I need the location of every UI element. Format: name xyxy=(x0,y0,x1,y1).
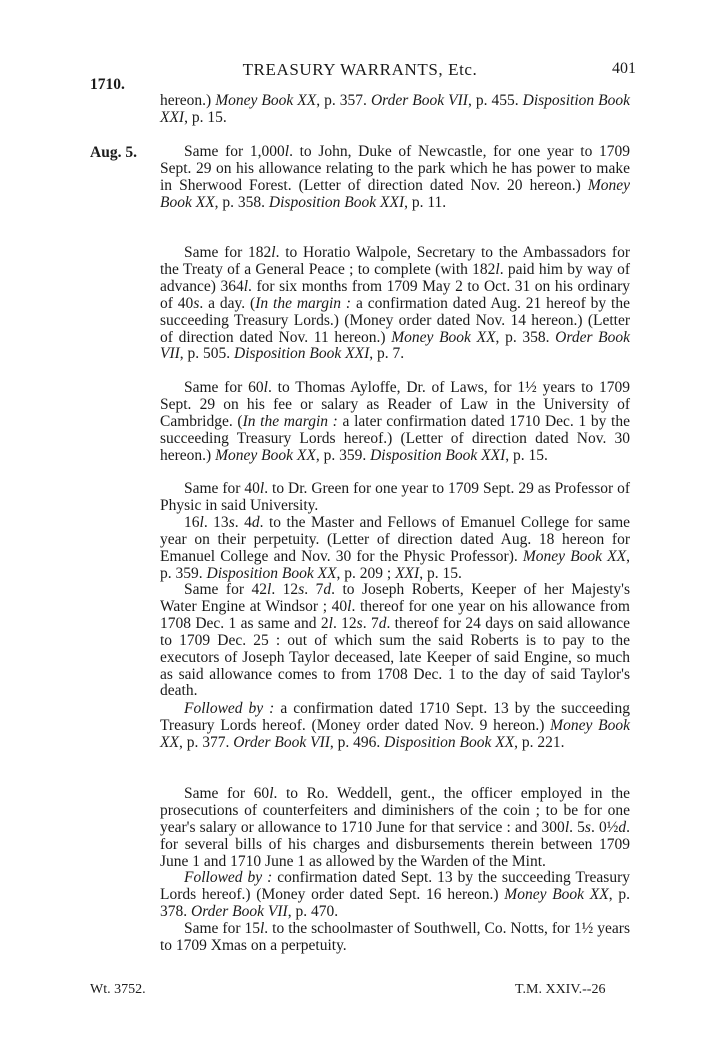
text-run: , p. 377. xyxy=(178,733,234,751)
italic-run: l xyxy=(271,244,276,261)
text-run: , p. 505. xyxy=(179,345,235,363)
entry-joseph-roberts-followed-by xyxy=(160,701,630,752)
text-run: , p. 15. xyxy=(505,446,548,464)
italic-run: d xyxy=(251,514,260,531)
italic-run: l xyxy=(269,785,274,802)
text-run: . to Dr. Green for one year to 1709 Sept. 29 as Professor of Physic in said University. xyxy=(160,480,631,514)
italic-run: s xyxy=(298,581,305,598)
italic-run: Money Book XX xyxy=(504,885,609,903)
text-run: . 7 xyxy=(304,581,324,598)
italic-run: Disposition Book XXI xyxy=(268,193,405,211)
italic-run: In the margin : xyxy=(242,412,338,430)
text-run: . 5 xyxy=(569,818,585,836)
text-run: Same for 182 xyxy=(184,244,272,261)
text-run: . to the Master and Fellows of Emanuel College for same year on their perpetuity. (Letter of direction dated Aug. 18 hereon for Emanuel College and Nov. 30 for the Physic Professor). xyxy=(160,514,631,565)
italic-run: s xyxy=(356,614,363,632)
italic-run: Disposition Book XXI xyxy=(234,345,370,363)
text-run: . to Joseph Roberts, Keeper of her Majesty's Water Engine at Windsor ; 40 xyxy=(160,581,630,615)
italic-run: l xyxy=(328,614,333,632)
text-run: confirmation dated Sept. 13 by the succeeding Treasury Lords hereof.) (Money order dated Sept. 16 hereon.) xyxy=(160,869,630,903)
italic-run: l xyxy=(259,480,265,497)
entry-duke-of-newcastle xyxy=(160,144,630,212)
text-run: . to Ro. Weddell, gent., the officer employed in the prosecutions of counterfeiters and diminishers of the coin ; to be for one year's salary or allowance to 1710 June for that service : and 300 xyxy=(160,785,630,836)
italic-run: Money Book XX xyxy=(160,176,630,211)
text-run: Same for 42 xyxy=(184,581,267,598)
entry-dr-green xyxy=(160,481,630,515)
italic-run: Order Book VII xyxy=(191,902,288,920)
footer-signature: T.M. XXIV.--26 xyxy=(515,982,606,997)
text-run: Same for 1,000 xyxy=(184,143,285,160)
entry-horatio-walpole xyxy=(160,245,630,363)
text-run: . for several bills of his charges and disbursements therein between 1709 June 1 and 1710 June 1 as allowed by the Warden of the Mint. xyxy=(160,818,631,870)
text-run: 16 xyxy=(184,514,200,531)
italic-run: Money Book XX xyxy=(522,547,627,565)
italic-run: Money Book XX xyxy=(160,716,630,751)
text-run: , p. 209 ; xyxy=(336,564,396,582)
text-run: Same for 60 xyxy=(184,379,264,396)
text-run: Same for 60 xyxy=(184,785,270,802)
italic-run: l xyxy=(199,514,204,531)
entry-ro-weddell xyxy=(160,786,630,871)
text-run: . 4 xyxy=(234,514,252,531)
italic-run: Disposition Book XX xyxy=(206,564,337,582)
italic-run: Order Book VII xyxy=(233,733,330,751)
italic-run: d xyxy=(378,614,387,632)
text-run: , p. 7. xyxy=(369,345,405,363)
text-run: , p. 358. xyxy=(214,193,269,211)
text-run: . to Horatio Walpole, Secretary to the Ambassadors for the Treaty of a General Peace ; to complete (with 182 xyxy=(160,244,630,278)
text-run: . paid him by way of advance) 364 xyxy=(160,260,630,295)
text-run: , p. 359. xyxy=(160,547,630,582)
header-year: 1710. xyxy=(90,76,125,93)
text-run: , p. 496. xyxy=(329,733,385,751)
italic-run: s xyxy=(228,514,235,531)
text-run: . 7 xyxy=(362,614,379,632)
italic-run: s xyxy=(584,818,591,836)
text-run: , p. 15. xyxy=(184,108,227,126)
italic-run: Disposition Book XXI xyxy=(370,446,506,464)
text-run: , p. 470. xyxy=(287,902,339,920)
text-run: , p. 221. xyxy=(514,733,565,751)
text-run: . 0½ xyxy=(590,818,619,836)
text-run: . a day. ( xyxy=(199,294,256,312)
italic-run: Disposition Book XXI xyxy=(160,92,630,126)
italic-run: d xyxy=(618,818,627,836)
italic-run: d xyxy=(323,581,332,598)
italic-run: Followed by : xyxy=(184,700,275,717)
italic-run: l xyxy=(564,818,570,836)
italic-run: l xyxy=(263,379,268,396)
text-run: . 12 xyxy=(271,581,299,598)
text-run: . to the schoolmaster of Southwell, Co. Notts, for 1½ years to 1709 Xmas on a perpetuity. xyxy=(160,920,630,954)
italic-run: Money Book XX xyxy=(215,92,317,109)
text-run: , p. 11. xyxy=(404,193,447,211)
text-run: , p. 455. xyxy=(467,92,523,109)
italic-run: Order Book VII xyxy=(370,92,468,109)
italic-run: l xyxy=(243,277,249,295)
entry-thomas-ayloffe xyxy=(160,380,630,465)
text-run: . 12 xyxy=(332,614,357,632)
italic-run: Followed by : xyxy=(184,869,273,886)
text-run: , p. 15. xyxy=(419,564,462,582)
footer-print-mark: Wt. 3752. xyxy=(90,982,146,997)
text-run: , p. 359. xyxy=(315,446,371,464)
italic-run: s xyxy=(193,294,200,312)
text-run: a confirmation dated 1710 Sept. 13 by the succeeding Treasury Lords hereof. (Money order dated Nov. 9 hereon.) xyxy=(160,700,630,734)
italic-run: l xyxy=(259,920,265,937)
margin-date-aug-5: Aug. 5. xyxy=(90,144,137,161)
text-run: , p. 357. xyxy=(316,92,371,109)
text-run: hereon.) xyxy=(160,92,216,109)
italic-run: Order Book VII xyxy=(160,328,630,363)
text-run: a confirmation dated Aug. 21 hereof by the succeeding Treasury Lords.) (Money order dated Nov. 14 hereon.) (Letter of direction dated Nov. 11 hereon.) xyxy=(160,294,630,346)
text-run: , p. 358. xyxy=(495,328,556,346)
text-run: . to John, Duke of Newcastle, for one year to 1709 Sept. 29 on his allowance relating to the park which he has power to make in Sherwood Forest. (Letter of direction dated Nov. 20 hereon.) xyxy=(160,143,630,194)
text-run: Same for 15 xyxy=(184,920,260,937)
text-run: . thereof for one year on his allowance from 1708 Dec. 1 as same and 2 xyxy=(160,597,630,632)
italic-run: In the margin : xyxy=(255,294,352,312)
text-run: a later confirmation dated 1710 Dec. 1 by the succeeding Treasury Lords hereof.) (Letter of direction dated Nov. 30 hereon.) xyxy=(160,412,630,464)
italic-run: l xyxy=(284,143,290,160)
page-number: 401 xyxy=(612,60,636,77)
italic-run: l xyxy=(267,581,272,598)
entry-ro-weddell-followed-by xyxy=(160,870,630,921)
entry-emanuel-college xyxy=(160,515,630,583)
italic-run: l xyxy=(495,260,500,278)
entry-southwell-schoolmaster xyxy=(160,921,630,955)
text-run: . for six months from 1709 May 2 to Oct. 31 on his ordinary of 40 xyxy=(160,277,630,312)
entry-joseph-roberts xyxy=(160,582,630,700)
text-run: . to Thomas Ayloffe, Dr. of Laws, for 1½ years to 1709 Sept. 29 on his fee or salary as Reader of Law in the University of Cambridge. ( xyxy=(160,379,630,430)
text-run: . 13 xyxy=(203,514,229,531)
paragraph-continuation xyxy=(160,93,630,127)
italic-run: l xyxy=(347,597,352,615)
italic-run: Money Book XX xyxy=(215,446,316,464)
text-run: . thereof for 24 days on said allowance to 1709 Dec. 25 : out of which sum the said Roberts is to pay to the executors of Joseph Taylor deceased, late Keeper of said Engine, so much as said allowance comes to from 1708 Dec. 1 to the day of said Taylor's death. xyxy=(160,614,631,700)
italic-run: XXI xyxy=(395,564,420,582)
italic-run: Disposition Book XX xyxy=(384,733,515,751)
italic-run: Money Book XX xyxy=(391,328,496,346)
running-title: TREASURY WARRANTS, Etc. xyxy=(242,60,478,79)
text-run: , p. 378. xyxy=(160,885,631,920)
text-run: Same for 40 xyxy=(184,480,260,497)
